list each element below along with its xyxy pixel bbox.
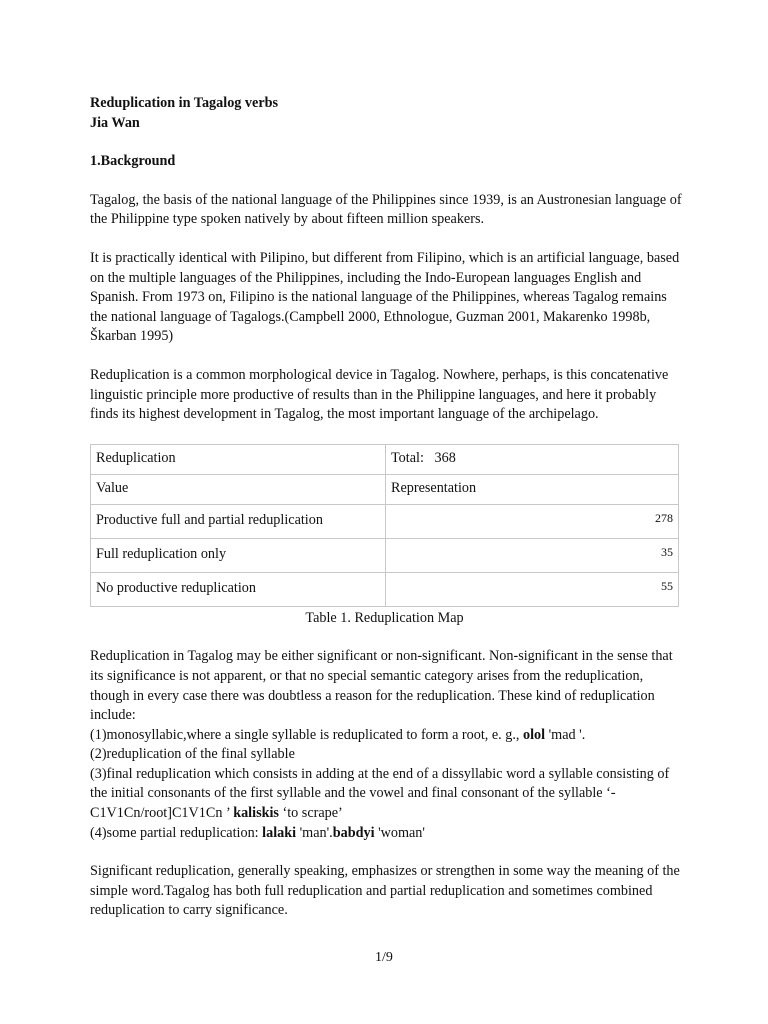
paragraph-5: Significant reduplication, generally speaking, emphasizes or strengthen in some way the meaning of the simple word.Tagalog has both full reduplication and partial reduplication and sometimes combined reduplication to carry significance.: [90, 863, 680, 919]
table-cell: Value: [91, 474, 386, 504]
list-text: 'woman': [374, 824, 425, 841]
table-cell: Total: 368: [386, 444, 679, 474]
document-title: Reduplication in Tagalog verbs: [90, 95, 279, 111]
document-author: Jia Wan: [90, 114, 140, 131]
paragraph-4: Reduplication in Tagalog may be either significant or non-significant. Non-significant in the sense that its significance is not apparent, or that no special semantic category arises from the reduplication, though in every case there was doubtless a reason for the reduplication. These kind of reduplication include:: [90, 648, 673, 724]
table-cell: Productive full and partial reduplication: [91, 504, 386, 538]
paragraph-3: Reduplication is a common morphological device in Tagalog. Nowhere, perhaps, is this concatenative linguistic principle more productive of results than in the Philippine languages, and here it probably finds its highest development in Tagalog, the most important language of the archipelago.: [90, 366, 669, 423]
table-row: [91, 504, 679, 538]
list-text: 'mad '.: [545, 726, 586, 743]
table-row: [91, 538, 679, 572]
section-heading: 1.Background: [90, 153, 176, 170]
paragraph-2: It is practically identical with Pilipino, but different from Filipino, which is an artificial language, based on the multiple languages of the Philippines, including the Indo-European languages English and Spanish. From 1973 on, Filipino is the national language of the Philippines, whereas Tagalog remains the national language of Tagalogs.(Campbell 2000, Ethnologue, Guzman 2001, Makarenko 1998b, Škarban 1995): [90, 249, 680, 345]
table-cell: Full reduplication only: [91, 538, 386, 572]
table-cell-number: 278: [386, 504, 679, 538]
table-cell-number: 35: [386, 538, 679, 572]
list-text: (4)some partial reduplication:: [90, 824, 263, 841]
list-text: 'man'.: [296, 824, 333, 841]
table-cell: Reduplication: [91, 444, 386, 474]
list-item: (2)reduplication of the final syllable: [90, 746, 295, 763]
table-row: [91, 474, 679, 504]
table-cell-number: 55: [386, 572, 679, 606]
list-item: [90, 824, 682, 844]
example-word: babdyi: [332, 824, 375, 841]
example-word: lalaki: [262, 824, 297, 841]
list-item: [90, 765, 682, 824]
example-word: olol: [523, 726, 546, 743]
table-caption: Table 1. Reduplication Map: [305, 609, 464, 626]
page-number: 1/9: [375, 950, 393, 965]
table-row: [91, 444, 679, 474]
table-cell: No productive reduplication: [91, 572, 386, 606]
document-body: [90, 94, 682, 921]
list-text: ‘to scrape’: [278, 805, 343, 822]
table-row: [91, 572, 679, 606]
example-word: kaliskis: [233, 805, 279, 822]
list-text: (3)final reduplication which consists in adding at the end of a dissyllabic word a syllable consisting of the initial consonants of the first syllable and the vowel and final consonant of the syllable ‘-C1V1Cn/root]C1V1Cn ’: [90, 765, 670, 822]
table-cell: Representation: [386, 474, 679, 504]
list-text: (1)monosyllabic,where a single syllable is reduplicated to form a root, e. g.,: [90, 726, 523, 743]
reduplication-table: [90, 444, 679, 607]
paragraph-1: Tagalog, the basis of the national language of the Philippines since 1939, is an Austronesian language of the Philippine type spoken natively by about fifteen million speakers.: [90, 191, 682, 228]
list-item: [90, 726, 682, 746]
